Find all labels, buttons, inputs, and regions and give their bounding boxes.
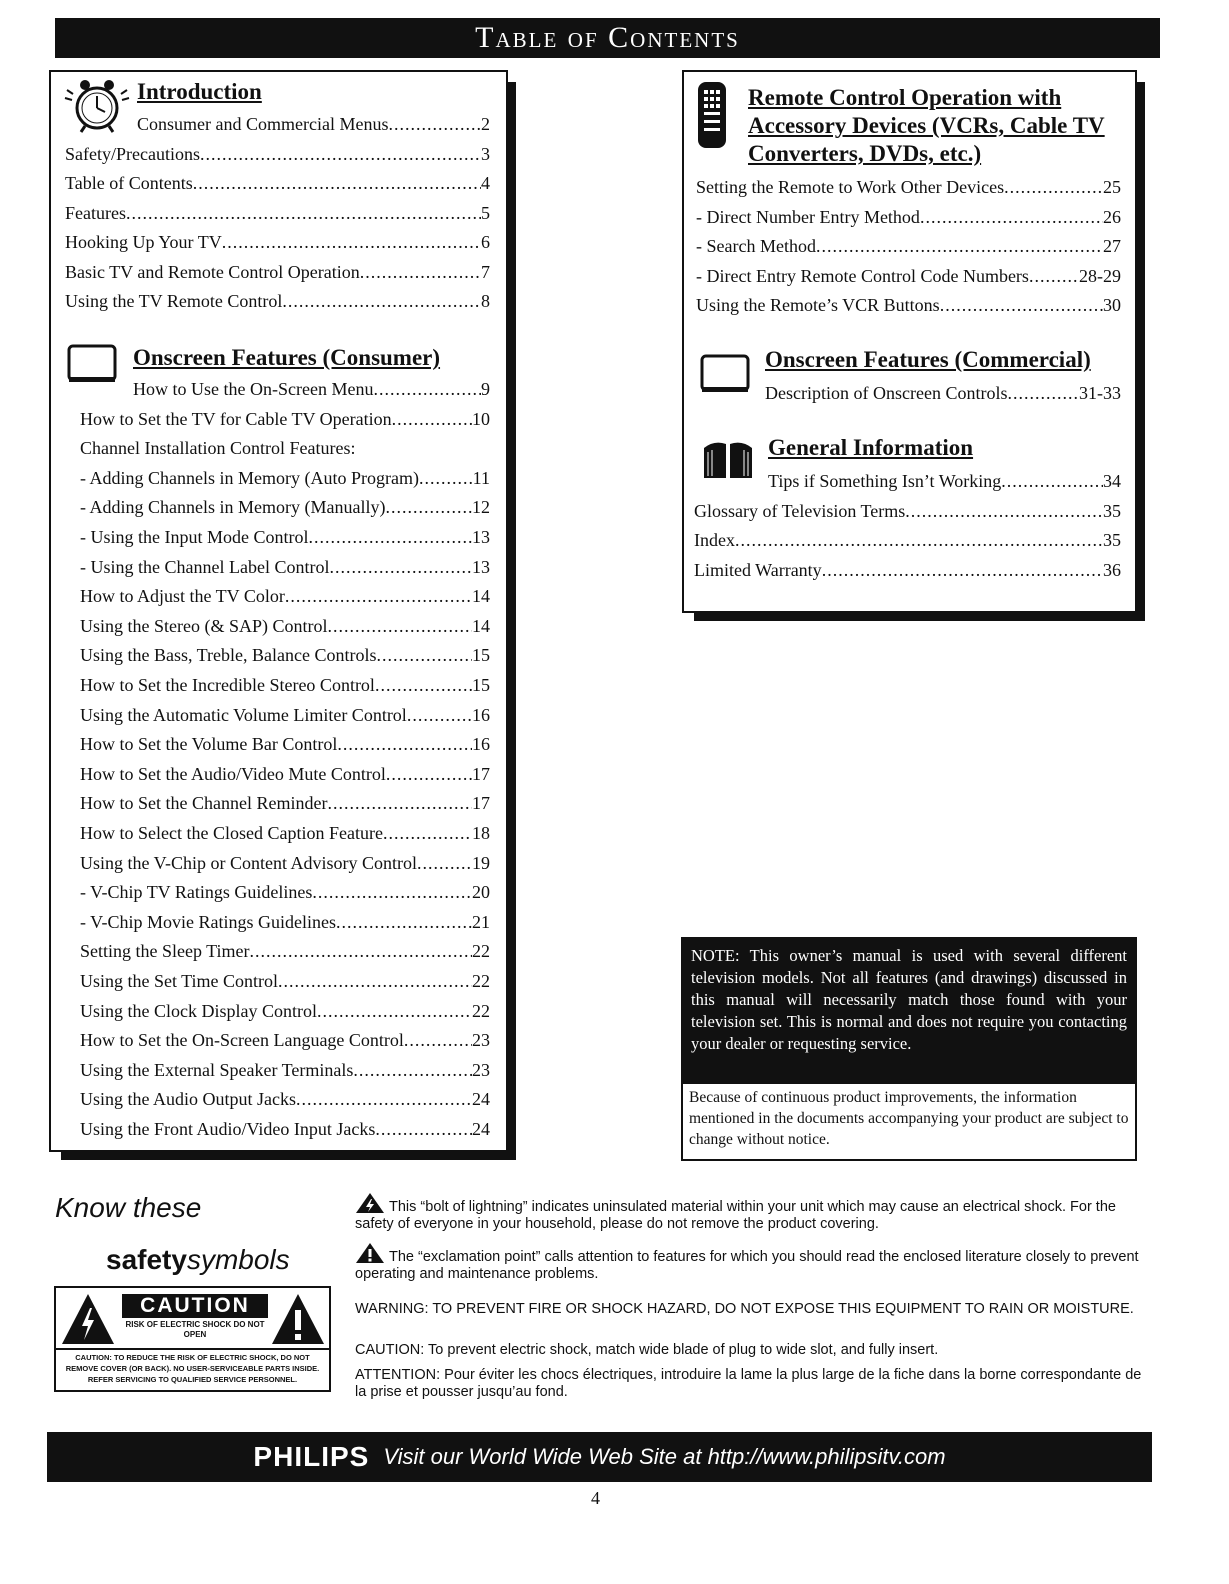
toc-entry-label: Setting the Sleep Timer bbox=[80, 941, 250, 962]
note-text: NOTE: This owner’s manual is used with several different television models. Not all features (and drawings) discussed in this manual will necessarily match those found with your television set. This is normal and does not require you contacting your dealer or requesting service. bbox=[683, 939, 1135, 1084]
toc-entry-label: - Adding Channels in Memory (Manually) bbox=[80, 497, 386, 518]
toc-leader-dots bbox=[317, 999, 472, 1023]
toc-leader-dots bbox=[329, 555, 472, 579]
toc-leader-dots bbox=[375, 1117, 472, 1141]
toc-leader-dots bbox=[278, 969, 472, 993]
toc-entry bbox=[696, 175, 1121, 199]
toc-entry-label: Using the Stereo (& SAP) Control bbox=[80, 615, 328, 636]
toc-entry bbox=[65, 230, 490, 254]
lightning-explanation bbox=[355, 1192, 1155, 1233]
toc-entry-page: 23 bbox=[472, 1059, 490, 1080]
toc-entry-label: How to Set the On-Screen Language Control bbox=[80, 1030, 404, 1051]
toc-entry-label: - Direct Number Entry Method bbox=[696, 206, 920, 227]
toc-entry-label: Features bbox=[65, 202, 126, 223]
page-title: Table of Contents bbox=[55, 18, 1160, 58]
toc-entry-page: 22 bbox=[472, 971, 490, 991]
toc-leader-dots bbox=[126, 201, 481, 225]
page-number: 4 bbox=[591, 1488, 600, 1508]
toc-entry-label: Hooking Up Your TV bbox=[65, 232, 222, 252]
toc-leader-dots bbox=[327, 791, 472, 815]
toc-entry-label: Using the Clock Display Control bbox=[80, 1000, 317, 1021]
toc-entry-page: 11 bbox=[472, 467, 490, 488]
toc-entry bbox=[80, 910, 490, 934]
toc-entry-label: How to Use the On-Screen Menu bbox=[133, 379, 374, 399]
toc-entry bbox=[80, 555, 490, 579]
toc-leader-dots bbox=[1004, 175, 1103, 199]
toc-leader-dots bbox=[419, 466, 473, 490]
toc-entry bbox=[65, 142, 490, 166]
toc-entry-page: 17 bbox=[472, 793, 490, 814]
safety-word: safety bbox=[106, 1244, 187, 1275]
toc-entry-page: 31-33 bbox=[1079, 383, 1121, 403]
toc-leader-dots bbox=[392, 407, 472, 431]
toc-entry-label: Using the Bass, Treble, Balance Controls bbox=[80, 645, 377, 666]
toc-entry-page: 21 bbox=[472, 911, 490, 932]
caution-label-text: CAUTION: TO REDUCE THE RISK OF ELECTRIC SHOCK, DO NOT REMOVE COVER (OR BACK). NO USER-SERVICEABLE PARTS INSIDE. REFER SERVICING TO QUALIFIED SERVICE PERSONNEL. bbox=[65, 1353, 320, 1384]
toc-entry bbox=[80, 436, 490, 460]
toc-entry bbox=[80, 939, 490, 963]
remote-control-icon bbox=[696, 80, 728, 150]
toc-leader-dots bbox=[337, 732, 472, 756]
toc-entry-page: 25 bbox=[1103, 177, 1121, 197]
remote-heading-1: Remote Control Operation with bbox=[748, 85, 1062, 110]
toc-entry-label: How to Set the Channel Reminder bbox=[80, 793, 328, 814]
toc-entry-page: 23 bbox=[472, 1030, 490, 1051]
toc-entry bbox=[80, 525, 490, 549]
toc-entry bbox=[694, 558, 1121, 582]
toc-entry-label: Safety/Precautions bbox=[65, 143, 200, 164]
toc-entry-page: 3 bbox=[481, 143, 490, 164]
toc-entry-label: Table of Contents bbox=[65, 173, 193, 193]
consumer-heading: Onscreen Features (Consumer) bbox=[133, 345, 441, 370]
toc-entry bbox=[137, 112, 490, 136]
toc-entry bbox=[133, 377, 490, 401]
toc-entry-label: Using the Remote’s VCR Buttons bbox=[696, 295, 940, 315]
toc-entry bbox=[65, 289, 490, 313]
toc-entry-page: 13 bbox=[472, 527, 490, 547]
toc-entry bbox=[80, 703, 490, 727]
toc-leader-dots bbox=[385, 495, 472, 519]
toc-entry bbox=[65, 260, 490, 284]
toc-entry-label: - Direct Entry Remote Control Code Numbers bbox=[696, 265, 1029, 286]
toc-leader-dots bbox=[386, 762, 472, 786]
toc-entry bbox=[80, 495, 490, 519]
toc-entry-label: Consumer and Commercial Menus bbox=[137, 114, 389, 134]
toc-entry-page: 30 bbox=[1103, 295, 1121, 315]
caution-plug-text: CAUTION: To prevent electric shock, match wide blade of plug to wide slot, and fully insert. bbox=[355, 1342, 939, 1358]
right-toc-box bbox=[682, 70, 1137, 613]
toc-entry bbox=[80, 880, 490, 904]
safety-symbols-heading bbox=[106, 1244, 290, 1276]
toc-leader-dots bbox=[376, 643, 472, 667]
toc-leader-dots bbox=[296, 1087, 472, 1111]
toc-entry-page: 20 bbox=[472, 882, 490, 903]
toc-entry bbox=[80, 1087, 490, 1111]
toc-entry bbox=[696, 264, 1121, 288]
toc-entry-label: Index bbox=[694, 530, 735, 550]
toc-entry-page: 2 bbox=[481, 114, 490, 134]
exclamation-warning-icon bbox=[270, 1292, 326, 1346]
toc-entry bbox=[80, 643, 490, 667]
toc-entry-label: Setting the Remote to Work Other Devices bbox=[696, 177, 1005, 197]
toc-entry-label: - V-Chip TV Ratings Guidelines bbox=[80, 882, 313, 903]
left-toc-box bbox=[49, 70, 508, 1152]
toc-leader-dots bbox=[822, 558, 1103, 582]
toc-entry-page: 15 bbox=[472, 675, 490, 695]
toc-entry-page: 13 bbox=[472, 556, 490, 577]
toc-entry bbox=[80, 673, 490, 697]
toc-leader-dots bbox=[285, 584, 472, 608]
lightning-triangle-icon bbox=[355, 1192, 385, 1214]
toc-entry bbox=[65, 201, 490, 225]
toc-entry-page: 16 bbox=[472, 734, 490, 755]
toc-leader-dots bbox=[222, 230, 481, 254]
toc-entry-label: Using the TV Remote Control bbox=[65, 291, 283, 311]
toc-entry-page: 16 bbox=[472, 704, 490, 725]
toc-entry bbox=[768, 469, 1121, 493]
toc-leader-dots bbox=[388, 112, 481, 136]
toc-entry bbox=[80, 821, 490, 845]
toc-leader-dots bbox=[328, 614, 473, 638]
toc-entry-label: Limited Warranty bbox=[694, 559, 822, 580]
toc-entry bbox=[80, 999, 490, 1023]
toc-entry-label: Using the Audio Output Jacks bbox=[80, 1089, 296, 1110]
toc-entry-label: Using the Front Audio/Video Input Jacks bbox=[80, 1119, 376, 1139]
toc-entry-label: How to Set the TV for Cable TV Operation bbox=[80, 408, 392, 429]
toc-entry bbox=[80, 614, 490, 638]
toc-entry-label: Using the External Speaker Terminals bbox=[80, 1059, 354, 1080]
toc-entry-page: 35 bbox=[1103, 500, 1121, 521]
lightning-warning-icon bbox=[60, 1292, 116, 1346]
toc-leader-dots bbox=[375, 673, 472, 697]
note-box bbox=[681, 937, 1137, 1161]
toc-leader-dots bbox=[920, 205, 1103, 229]
toc-entry bbox=[696, 293, 1121, 317]
toc-entry-label: Glossary of Television Terms bbox=[694, 500, 906, 521]
footer-website-text: Visit our World Wide Web Site at http://www.philipsitv.com bbox=[383, 1444, 946, 1469]
tv-screen-icon bbox=[67, 344, 117, 384]
toc-entry bbox=[80, 1028, 490, 1052]
toc-entry bbox=[80, 466, 490, 490]
toc-entry-page: 28-29 bbox=[1079, 265, 1121, 286]
toc-entry-label: - Adding Channels in Memory (Auto Program) bbox=[80, 467, 419, 488]
toc-leader-dots bbox=[308, 525, 472, 549]
toc-entry bbox=[694, 528, 1121, 552]
intro-heading: Introduction bbox=[137, 79, 262, 104]
toc-entry bbox=[80, 762, 490, 786]
toc-entry-page: 9 bbox=[481, 379, 490, 399]
remote-heading-2: Accessory Devices (VCRs, Cable TV bbox=[748, 113, 1105, 138]
books-icon bbox=[702, 438, 754, 480]
toc-entry-page: 10 bbox=[472, 408, 490, 429]
toc-entry-label: How to Set the Incredible Stereo Control bbox=[80, 675, 375, 695]
tv-screen-icon bbox=[700, 354, 750, 394]
toc-entry-page: 12 bbox=[472, 497, 490, 518]
toc-entry bbox=[80, 1058, 490, 1082]
toc-leader-dots bbox=[312, 880, 472, 904]
toc-entry-label: How to Set the Audio/Video Mute Control bbox=[80, 763, 386, 784]
toc-leader-dots bbox=[417, 851, 472, 875]
toc-leader-dots bbox=[336, 910, 472, 934]
toc-entry-page: 27 bbox=[1103, 236, 1121, 256]
toc-entry-page: 34 bbox=[1103, 471, 1121, 491]
toc-entry-page: 6 bbox=[481, 232, 490, 252]
toc-entry-label: Basic TV and Remote Control Operation bbox=[65, 261, 360, 282]
toc-leader-dots bbox=[200, 142, 481, 166]
toc-entry-label: How to Select the Closed Caption Feature bbox=[80, 823, 383, 843]
footer-bar bbox=[47, 1432, 1152, 1482]
toc-entry-page: 35 bbox=[1103, 530, 1121, 550]
toc-leader-dots bbox=[193, 171, 481, 195]
toc-leader-dots bbox=[282, 289, 481, 313]
toc-entry bbox=[80, 791, 490, 815]
toc-leader-dots bbox=[383, 821, 472, 845]
product-improvement-notice: Because of continuous product improvements, the information mentioned in the documents accompanying your product are subject to change without notice. bbox=[689, 1089, 1129, 1148]
toc-entry-page: 7 bbox=[481, 261, 490, 282]
toc-entry-page: 22 bbox=[472, 1000, 490, 1021]
toc-entry bbox=[765, 381, 1121, 405]
toc-entry-label: Using the Automatic Volume Limiter Control bbox=[80, 704, 407, 725]
toc-entry bbox=[80, 851, 490, 875]
toc-entry bbox=[694, 499, 1121, 523]
toc-entry-page: 5 bbox=[481, 202, 490, 223]
exclamation-text: The “exclamation point” calls attention to features for which you should read the enclosed literature closely to prevent operating and maintenance problems. bbox=[355, 1249, 1139, 1282]
toc-entry-page: 15 bbox=[472, 645, 490, 666]
toc-leader-dots bbox=[1029, 264, 1079, 288]
toc-entry-page: 14 bbox=[472, 586, 490, 607]
remote-heading-3: Converters, DVDs, etc.) bbox=[748, 141, 982, 166]
caution-label bbox=[54, 1286, 331, 1392]
toc-entry bbox=[80, 969, 490, 993]
toc-entry-page: 26 bbox=[1103, 206, 1121, 227]
attention-text: ATTENTION: Pour éviter les chocs électriques, introduire la lame la plus large de la fiche dans la borne correspondante de la prise et pousser jusqu’au fond. bbox=[355, 1367, 1142, 1400]
caution-word: CAUTION bbox=[122, 1294, 268, 1318]
caution-label-top bbox=[56, 1288, 329, 1350]
philips-logo: PHILIPS bbox=[253, 1441, 370, 1472]
toc-entry bbox=[65, 171, 490, 195]
lightning-text: This “bolt of lightning” indicates uninsulated material within your unit which may cause an electrical shock. For the safety of everyone in your household, please do not remove the product covering. bbox=[355, 1199, 1116, 1232]
alarm-clock-icon bbox=[63, 76, 131, 134]
toc-leader-dots bbox=[816, 234, 1103, 258]
toc-leader-dots bbox=[905, 499, 1103, 523]
toc-entry-page: 24 bbox=[472, 1089, 490, 1110]
commercial-heading: Onscreen Features (Commercial) bbox=[765, 347, 1091, 372]
toc-entry-label: - Search Method bbox=[696, 236, 816, 256]
toc-entry-label: - Using the Channel Label Control bbox=[80, 556, 330, 577]
toc-entry-page: 4 bbox=[481, 173, 490, 193]
know-these-heading: Know these bbox=[55, 1192, 202, 1223]
toc-leader-dots bbox=[250, 939, 472, 963]
toc-leader-dots bbox=[360, 260, 481, 284]
toc-leader-dots bbox=[735, 528, 1103, 552]
toc-entry-label: Using the Set Time Control bbox=[80, 971, 279, 991]
toc-leader-dots bbox=[353, 1058, 472, 1082]
toc-entry-page: 18 bbox=[472, 823, 490, 843]
toc-leader-dots bbox=[407, 703, 472, 727]
caution-risk-text: RISK OF ELECTRIC SHOCK DO NOT OPEN bbox=[125, 1320, 265, 1339]
toc-entry bbox=[696, 205, 1121, 229]
toc-entry bbox=[80, 407, 490, 431]
toc-entry bbox=[696, 234, 1121, 258]
toc-entry-label: How to Set the Volume Bar Control bbox=[80, 734, 338, 755]
toc-entry bbox=[80, 1117, 490, 1141]
toc-entry-label: Using the V-Chip or Content Advisory Control bbox=[80, 852, 418, 873]
toc-entry-page: 22 bbox=[472, 941, 490, 962]
toc-leader-dots bbox=[940, 293, 1103, 317]
toc-entry-label: - V-Chip Movie Ratings Guidelines bbox=[80, 911, 336, 932]
toc-entry-label: How to Adjust the TV Color bbox=[80, 586, 285, 607]
general-heading: General Information bbox=[768, 435, 974, 460]
toc-entry-page: 24 bbox=[472, 1119, 490, 1139]
toc-leader-dots bbox=[1007, 381, 1079, 405]
toc-leader-dots bbox=[373, 377, 481, 401]
toc-entry-label: Tips if Something Isn’t Working bbox=[768, 471, 1002, 491]
exclamation-triangle-icon bbox=[355, 1242, 385, 1264]
warning-text: WARNING: TO PREVENT FIRE OR SHOCK HAZARD, DO NOT EXPOSE THIS EQUIPMENT TO RAIN OR MOISTURE. bbox=[355, 1301, 1134, 1317]
toc-entry-page: 19 bbox=[472, 852, 490, 873]
toc-entry-page: 17 bbox=[472, 763, 490, 784]
toc-entry-label: Description of Onscreen Controls bbox=[765, 383, 1008, 403]
toc-entry-page: 14 bbox=[472, 615, 490, 636]
toc-entry bbox=[80, 584, 490, 608]
symbols-word: symbols bbox=[186, 1244, 290, 1275]
toc-entry-page: 8 bbox=[481, 291, 490, 311]
toc-entry-label: Channel Installation Control Features: bbox=[80, 438, 356, 459]
toc-entry-label: - Using the Input Mode Control bbox=[80, 527, 309, 547]
toc-entry bbox=[80, 732, 490, 756]
toc-leader-dots bbox=[404, 1028, 472, 1052]
exclamation-explanation bbox=[355, 1242, 1155, 1283]
toc-entry-page: 36 bbox=[1103, 559, 1121, 580]
toc-leader-dots bbox=[1001, 469, 1103, 493]
